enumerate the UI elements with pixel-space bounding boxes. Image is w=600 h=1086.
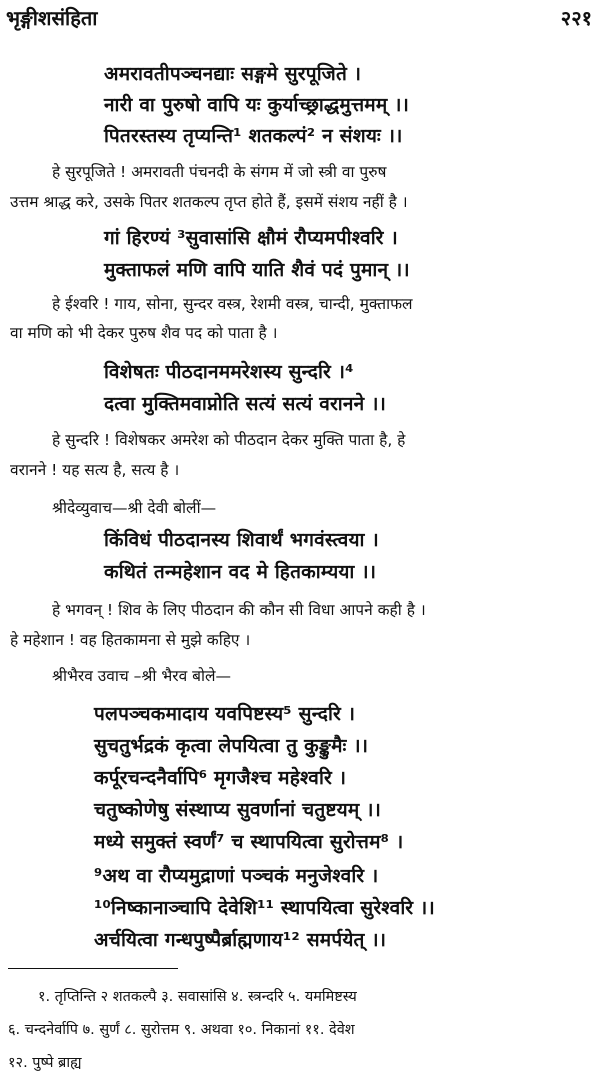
- verse-line: ¹⁰निष्कानाञ्चापि देवेशि¹¹ स्थापयित्वा सुरेश्वरि ।।: [94, 897, 435, 919]
- speaker-heading: श्रीदेव्युवाच—श्री देवी बोलीं—: [52, 499, 217, 517]
- verse-line: मध्ये समुक्तं स्वर्णं⁷ च स्थापयित्वा सुरोत्तम⁸ ।: [94, 831, 404, 853]
- footnote-divider: [8, 968, 178, 969]
- verse-line: चतुष्कोणेषु संस्थाप्य सुवर्णानां चतुष्टयम् ।।: [94, 799, 382, 821]
- page-number: २२१: [560, 6, 592, 30]
- translation-line: वरानने ! यह सत्य है, सत्य है ।: [10, 461, 180, 479]
- book-title: भृङ्गीशसंहिता: [6, 6, 98, 30]
- translation-line: हे सुरपूजिते ! अमरावती पंचनदी के संगम में जो स्त्री वा पुरुष: [52, 163, 387, 181]
- translation-line: हे महेशान ! वह हितकामना से मुझे कहिए ।: [10, 631, 251, 649]
- verse-line: अर्चयित्वा गन्धपुष्पैर्ब्राह्मणाय¹² समर्पयेत् ।।: [94, 929, 387, 951]
- verse-line: कथितं तन्महेशान वद मे हितकाम्यया ।।: [104, 561, 377, 583]
- translation-line: हे भगवन् ! शिव के लिए पीठदान की कौन सी विधा आपने कही है ।: [52, 601, 426, 619]
- translation-line: हे ईश्वरि ! गाय, सोना, सुन्दर वस्त्र, रेशमी वस्त्र, चान्दी, मुक्ताफल: [52, 295, 413, 313]
- verse-line: ⁹अथ वा रौप्यमुद्राणां पञ्चकं मनुजेश्वरि ।: [94, 865, 379, 887]
- page-header: [6, 4, 592, 34]
- verse-line: गां हिरण्यं ³सुवासांसि क्षौमं रौप्यमपीश्वरि ।: [104, 227, 398, 249]
- footnote-line: ६. चन्दनेर्वापि ७. सुर्णं ८. सुरोत्तम ९. अथवा १०. निकानां ११. देवेश: [8, 1022, 355, 1038]
- verse-line: अमरावतीपञ्चनद्याः सङ्गमे सुरपूजिते ।: [104, 63, 362, 85]
- verse-line: पितरस्तस्य तृप्यन्ति¹ शतकल्पं² न संशयः ।।: [104, 125, 403, 147]
- verse-line: दत्वा मुक्तिमवाप्नोति सत्यं सत्यं वरानने ।।: [104, 393, 387, 415]
- verse-line: नारी वा पुरुषो वापि यः कुर्याच्छ्राद्धमुत्तमम् ।।: [104, 94, 410, 116]
- verse-line: सुचतुर्भद्रकं कृत्वा लेपयित्वा तु कुङ्कुमैः ।।: [94, 735, 369, 757]
- translation-line: उत्तम श्राद्ध करे, उसके पितर शतकल्प तृप्त होते हैं, इसमें संशय नहीं है ।: [10, 193, 408, 211]
- translation-line: वा मणि को भी देकर पुरुष शैव पद को पाता है ।: [10, 324, 278, 342]
- footnote-line: १. तृप्तिन्ति २ शतकल्पै ३. सवासांसि ४. स्त्रन्दरि ५. यममिष्टस्य: [38, 989, 357, 1005]
- translation-line: हे सुन्दरि ! विशेषकर अमरेश को पीठदान देकर मुक्ति पाता है, हे: [52, 431, 406, 449]
- verse-line: विशेषतः पीठदानममरेशस्य सुन्दरि ।⁴: [104, 361, 354, 383]
- verse-line: किंविधं पीठदानस्य शिवार्थं भगवंस्त्वया ।: [104, 529, 379, 551]
- speaker-heading: श्रीभैरव उवाच –श्री भैरव बोले—: [52, 667, 231, 685]
- verse-line: पलपञ्चकमादाय यवपिष्टस्य⁵ सुन्दरि ।: [94, 703, 356, 725]
- verse-line: मुक्ताफलं मणि वापि याति शैवं पदं पुमान् ।।: [104, 259, 410, 281]
- footnote-line: १२. पुष्पे ब्राह्य: [8, 1055, 82, 1071]
- verse-line: कर्पूरचन्दनैर्वापि⁶ मृगजैश्च महेश्वरि ।: [94, 767, 347, 789]
